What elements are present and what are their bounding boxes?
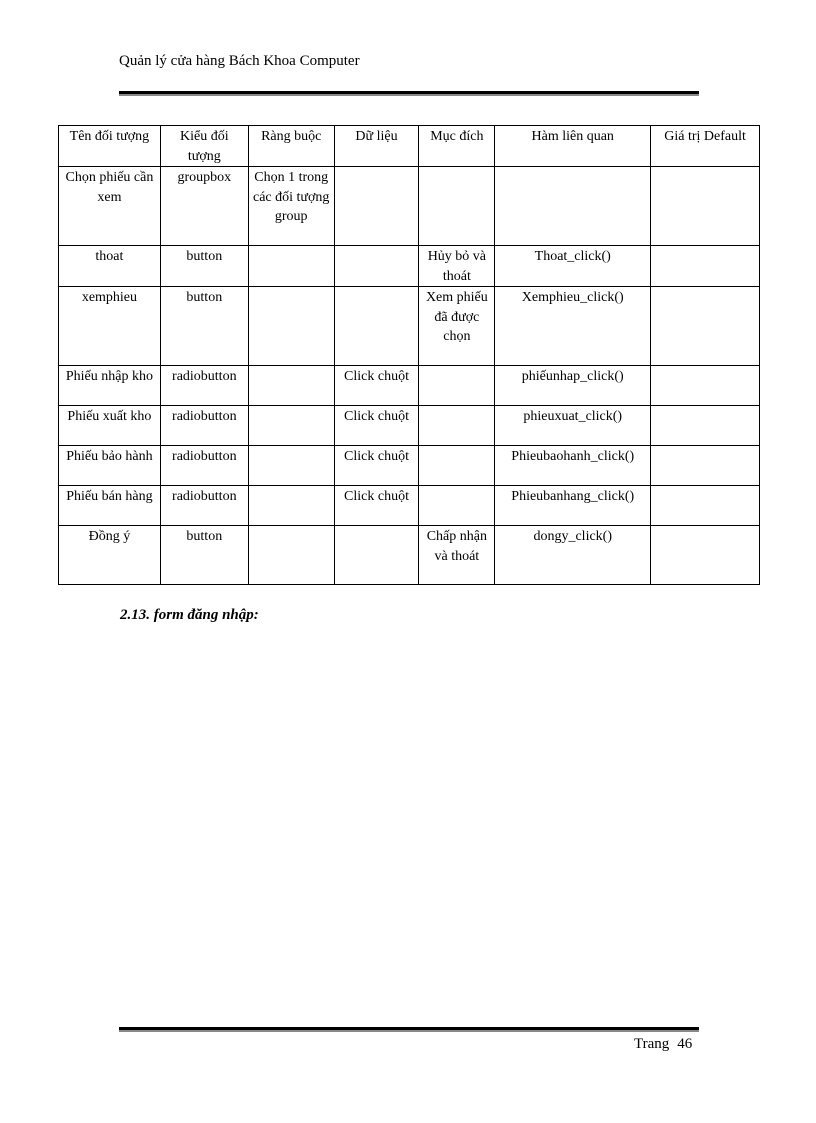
table-cell: [334, 246, 419, 287]
table-cell: [651, 486, 760, 526]
table-cell: Phiếu bảo hành: [59, 446, 161, 486]
table-header-cell: Dữ liệu: [334, 126, 419, 167]
table-header-cell: Giá trị Default: [651, 126, 760, 167]
table-row: [59, 526, 760, 585]
table-cell: Phieubanhang_click(): [495, 486, 651, 526]
table-cell: Phiếu nhập kho: [59, 366, 161, 406]
table-cell: [651, 167, 760, 246]
table-cell: button: [160, 287, 248, 366]
table-cell: Xemphieu_click(): [495, 287, 651, 366]
table-header-cell: Kiểu đối tượng: [160, 126, 248, 167]
table-row: [59, 287, 760, 366]
table-cell: radiobutton: [160, 406, 248, 446]
page-number: 46: [677, 1036, 693, 1052]
table-cell: [419, 446, 495, 486]
table-cell: [334, 287, 419, 366]
table-cell: [651, 406, 760, 446]
table-row: [59, 446, 760, 486]
table-cell: [419, 406, 495, 446]
table-cell: Xem phiếu đã được chọn: [419, 287, 495, 366]
table-cell: Click chuột: [334, 486, 419, 526]
page-label: Trang: [634, 1036, 670, 1052]
table-cell: phiếunhap_click(): [495, 366, 651, 406]
table-cell: groupbox: [160, 167, 248, 246]
table-cell: [248, 246, 334, 287]
table-header-cell: Tên đối tượng: [59, 126, 161, 167]
table-cell: [248, 486, 334, 526]
table-cell: [248, 366, 334, 406]
table-cell: radiobutton: [160, 366, 248, 406]
table-cell: [651, 287, 760, 366]
table-header-cell: Ràng buộc: [248, 126, 334, 167]
header-divider: [119, 91, 699, 94]
table-cell: [334, 167, 419, 246]
table-cell: phieuxuat_click(): [495, 406, 651, 446]
table-cell: [419, 366, 495, 406]
table-cell: Phieubaohanh_click(): [495, 446, 651, 486]
table-cell: [419, 486, 495, 526]
section-heading: 2.13. form đăng nhập:: [120, 607, 259, 623]
table-cell: Click chuột: [334, 366, 419, 406]
table-cell: button: [160, 246, 248, 287]
table-row: [59, 167, 760, 246]
table-cell: Hủy bỏ và thoát: [419, 246, 495, 287]
table-cell: thoat: [59, 246, 161, 287]
page-number-footer: [634, 1036, 692, 1053]
table-cell: radiobutton: [160, 486, 248, 526]
table-row: [59, 486, 760, 526]
table-cell: [248, 406, 334, 446]
table-cell: Thoat_click(): [495, 246, 651, 287]
table-cell: [651, 366, 760, 406]
table-cell: Chọn phiếu cần xem: [59, 167, 161, 246]
footer-divider: [119, 1027, 699, 1030]
table-cell: [248, 526, 334, 585]
table-cell: Click chuột: [334, 406, 419, 446]
table-cell: [651, 246, 760, 287]
table-cell: dongy_click(): [495, 526, 651, 585]
table-cell: radiobutton: [160, 446, 248, 486]
table-header-cell: Hàm liên quan: [495, 126, 651, 167]
table-cell: [334, 526, 419, 585]
table-row: [59, 406, 760, 446]
table-cell: [248, 287, 334, 366]
table-header-row: [59, 126, 760, 167]
table-cell: [419, 167, 495, 246]
table-cell: Click chuột: [334, 446, 419, 486]
table-cell: [248, 446, 334, 486]
table-cell: Chọn 1 trong các đối tượng group: [248, 167, 334, 246]
table-cell: Phiếu bán hàng: [59, 486, 161, 526]
page-header-title: Quản lý cửa hàng Bách Khoa Computer: [119, 53, 360, 69]
table-header-cell: Mục đích: [419, 126, 495, 167]
table-cell: [651, 446, 760, 486]
table-cell: Phiếu xuất kho: [59, 406, 161, 446]
table-cell: button: [160, 526, 248, 585]
table-row: [59, 366, 760, 406]
table-row: [59, 246, 760, 287]
table-cell: Đồng ý: [59, 526, 161, 585]
table-cell: [651, 526, 760, 585]
table-cell: [495, 167, 651, 246]
table-cell: Chấp nhận và thoát: [419, 526, 495, 585]
table-cell: xemphieu: [59, 287, 161, 366]
object-spec-table: [58, 125, 760, 585]
